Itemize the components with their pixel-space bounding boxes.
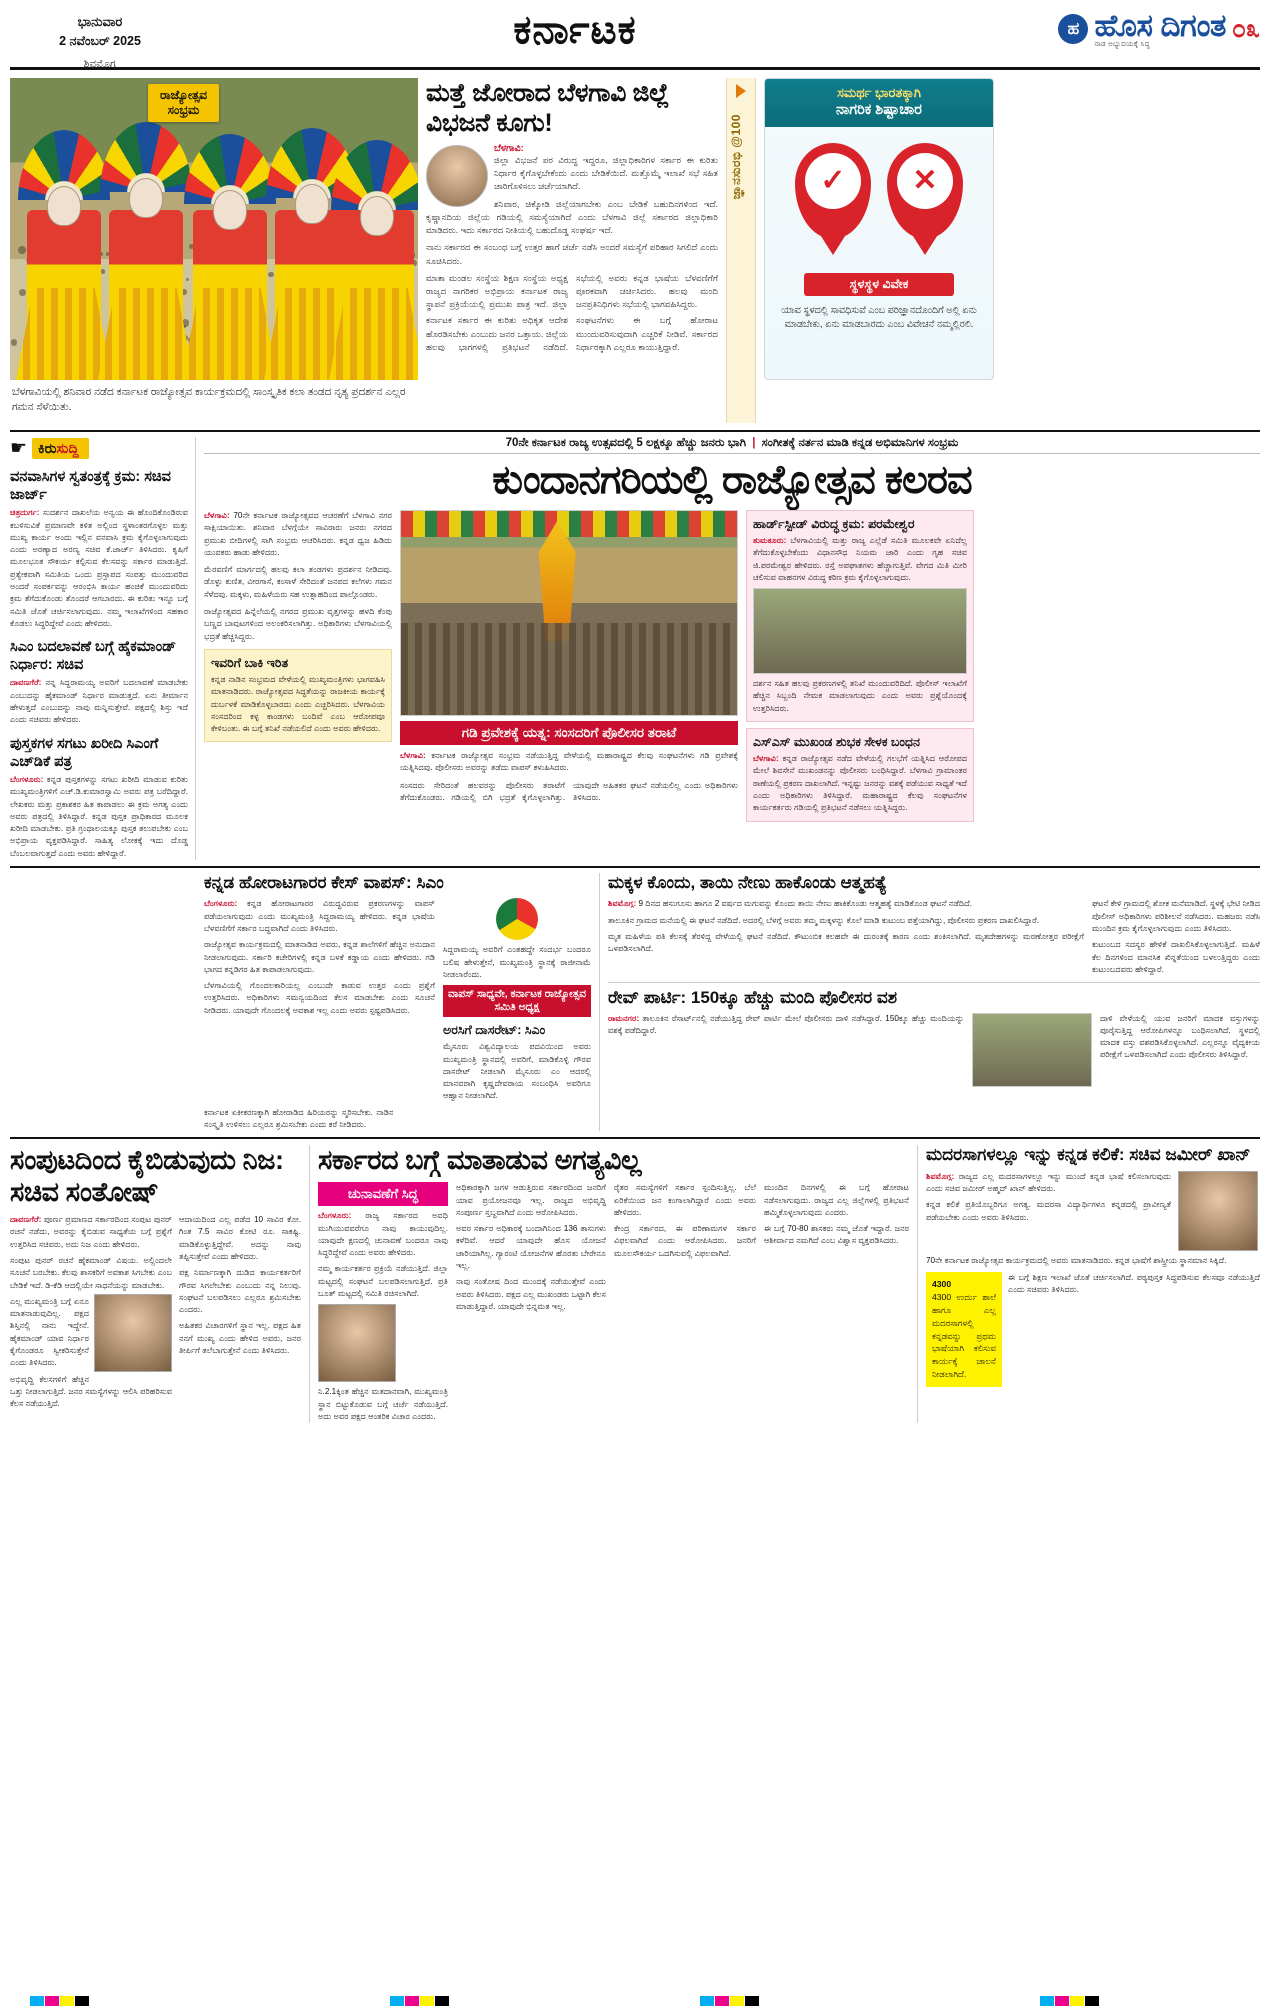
- cm-case-para-3: ಬೆಳಗಾವಿಯಲ್ಲಿ ಗೊಂದಲಕಾರಿಯಲ್ಲ ಎಂಬುದೇ ಕಾಡುವ ಉತ್ತರ ಎಂದು ಪ್ರಶ್ನೆಗೆ ಉತ್ತರಿಸಿದರು. ಅಧಿಕಾರಿಗಳು ಸಮನ್ವಯದಿಂದ ಕೆಲಸ ಮಾಡಬೇಕು ಎಂದು ಸೂಚನೆ ನೀಡಿದರು. ಯಾವುದೇ ಗೊಂದಲಕ್ಕೆ ಅವಕಾಶ ಇಲ್ಲ ಎಂದು ಅವರು ಸ್ಪಷ್ಟಪಡಿಸಿದರು.: [204, 981, 435, 1015]
- suicide-story: [608, 873, 1260, 1131]
- cm-case-quote: ಸಿದ್ದರಾಮಯ್ಯ ಅವರಿಗೆ ಎಂತಹದ್ದೇ ಸಂದರ್ಭ ಬಂದರೂ ಬಲಿಷ ಹೇಳುತ್ತೇನೆ, ಮುಖ್ಯಮಂತ್ರಿ ಸ್ಥಾನಕ್ಕೆ ರಾಜೀನಾಮೆ ನೀಡಲಾರೆಂದು.: [443, 945, 591, 979]
- madrasa-para-1: [926, 1171, 1171, 1196]
- infographic-body-text: ಯಾವ ಸ್ಥಳದಲ್ಲಿ ಸಾವಧಿಸುವೆ ಎಂಬ ಪರಿಜ್ಞಾನದೊಂದಿಗೆ ಅಲ್ಲಿ ಏನು ಮಾಡಬೇಕು, ಏನು ಮಾಡಬಾರದು ಎಂಬ ವಿವೇಚನೆ ನಮ್ಮಲ್ಲಿರಲಿ.: [781, 304, 977, 330]
- suicide-para-3: ಮೃತ ಮಹಿಳೆಯ ಪತಿ ಕೆಲಸಕ್ಕೆ ತೆರಳಿದ್ದ ವೇಳೆಯಲ್ಲಿ ಘಟನೆ ನಡೆದಿದೆ. ಕೌಟುಂಬಿಕ ಕಲಹವೇ ಈ ದುರಂತಕ್ಕೆ ಕಾರಣ ಎಂದು ಶಂಕಿಸಲಾಗಿದೆ. ಮೃತದೇಹಗಳನ್ನು ಮರಣೋತ್ತರ ಪರೀಕ್ಷೆಗೆ ಒಳಪಡಿಸಲಾಗಿದೆ.: [608, 931, 1084, 954]
- madrasa-story: [926, 1145, 1260, 1423]
- rave-party-headline: ರೇವ್ ಪಾರ್ಟಿ: 150ಕ್ಕೂ ಹೆಚ್ಚು ಮಂದಿ ಪೊಲೀಸರ ವಶ: [608, 982, 1260, 1008]
- cm-case-headline: ಕನ್ನಡ ಹೋರಾಟಗಾರರ ಕೇಸ್ ವಾಪಸ್: ಸಿಎಂ: [204, 872, 444, 892]
- government-dateline: ಬೆಂಗಳೂರು:: [318, 1211, 352, 1221]
- sub-story-para-1: [400, 750, 738, 775]
- suicide-para-1: [608, 898, 1084, 910]
- infographic-header: [765, 79, 993, 127]
- close-icon: ✕: [897, 153, 953, 209]
- main-story-block: [204, 437, 1260, 860]
- rave-para-1: [608, 1013, 964, 1038]
- main-story-para-3: ರಾಜ್ಯೋತ್ಸವದ ಹಿನ್ನೆಲೆಯಲ್ಲಿ ನಗರದ ಪ್ರಮುಖ ವೃತ್ತಗಳನ್ನು ಹಳದಿ ಕೆಂಪು ಬಣ್ಣದ ಬಾವುಟಗಳಿಂದ ಅಲಂಕರಿಸಲಾಗಿತ್ತು. ಅಧಿಕಾರಿಗಳು ಬೆಳಗಾವಿಯಲ್ಲಿ ಭದ್ರತೆ ಹೆಚ್ಚಿಸಿದ್ದರು.: [204, 607, 392, 641]
- main-story-columns: [204, 510, 1260, 822]
- brief-item-body: ಕನ್ನಡ ಪುಸ್ತಕಗಳನ್ನು ಸಗಟು ಖರೀದಿ ಮಾಡುವ ಕುರಿತು ಮುಖ್ಯಮಂತ್ರಿಗಳಿಗೆ ಎಚ್.ಡಿ.ಕುಮಾರಸ್ವಾಮಿ ಅವರು ಪತ್ರ ಬರೆದಿದ್ದಾರೆ. ಲೇಖಕರು ಮತ್ತು ಪ್ರಕಾಶಕರ ಹಿತ ಕಾಪಾಡಲು ಈ ಕ್ರಮ ಅಗತ್ಯ ಎಂದು ಅವರು ಪತ್ರದಲ್ಲಿ ತಿಳಿಸಿದ್ದಾರೆ. ಕನ್ನಡ ಪುಸ್ತಕ ಪ್ರಾಧಿಕಾರದ ಮೂಲಕ ಖರೀದಿ ಮಾಡಬೇಕು. ಪ್ರತಿ ಗ್ರಂಥಾಲಯಕ್ಕೂ ಪುಸ್ತಕ ತಲುಪಬೇಕು ಎಂಬ ಅಭಿಪ್ರಾಯ ವ್ಯಕ್ತಪಡಿಸಿದ್ದಾರೆ. ಸಾಹಿತ್ಯ ಲೋಕಕ್ಕೆ ಇದು ದೊಡ್ಡ ಬೆಂಬಲವಾಗುತ್ತದೆ ಎಂದು ಅವರು ಹೇಳಿದ್ದಾರೆ.: [10, 774, 188, 858]
- civic-infographic-block: [764, 78, 994, 423]
- suicide-body-1: 9 ದಿನದ ಹಸುಗೂಸು ಹಾಗೂ 2 ವರ್ಷದ ಮಗುವನ್ನು ಕೊಂದು ತಾಯಿ ನೇಣು ಹಾಕಿಕೊಂಡು ಆತ್ಮಹತ್ಯೆ ಮಾಡಿಕೊಂಡ ಘಟನೆ ನಡೆದಿದೆ.: [638, 899, 973, 909]
- lead-story-para-5: ಕರ್ನಾಟಕ ಸರ್ಕಾರ ಈ ಕುರಿತು ಅಧಿಕೃತ ಆದೇಶ ಹೊರಡಿಸಬೇಕು ಎಂಬುದು ಜನರ ಒತ್ತಾಯ. ಜಿಲ್ಲೆಯ ಹಲವು ಭಾಗಗಳಲ್ಲಿ ಪ್ರತಿಭಟನೆ ನಡೆದಿದೆ. ಸಂಘಟನೆಗಳು ಈ ಬಗ್ಗೆ ಹೋರಾಟ ಮುಂದುವರಿಸುವುದಾಗಿ ಎಚ್ಚರಿಕೆ ನೀಡಿವೆ. ಸರ್ಕಾರದ ನಿರ್ಧಾರಕ್ಕಾಗಿ ಎಲ್ಲರೂ ಕಾಯುತ್ತಿದ್ದಾರೆ.: [426, 315, 718, 352]
- lead-photo: [10, 78, 418, 380]
- cm-case-para-1: [204, 898, 435, 935]
- right-story-1-body: ಬೆಳಗಾವಿಯಲ್ಲಿ ಮತ್ತು ರಾಜ್ಯ ಎಲ್ಲೆಡೆ ಸಮಿತಿ ಮೂಲಕವೇ ಏನಿದೆಲ್ಲ ತೆಗೆದುಕೊಳ್ಳಬೇಕೆಂದು ವಿಧಾನಸೌಧ ನಿಯಮ ಜಾರಿ ಎಂದು ಗೃಹ ಸಚಿವ ಜಿ.ಪರಮೇಶ್ವರ ಹೇಳಿದರು. ರಸ್ತೆ ಅಪಘಾತಗಳು ಹೆಚ್ಚಾಗುತ್ತಿವೆ. ವೇಗದ ಮಿತಿ ಮೀರಿ ಚಲಿಸುವ ವಾಹನಗಳ ವಿರುದ್ಧ ಕಠಿಣ ಕ್ರಮ ಕೈಗೊಳ್ಳಲಾಗುವುದು.: [753, 536, 967, 582]
- right-story-2-title: ಎಸ್‌ಎಸ್ ಮುಖಂಡ ಶುಭಕ ಸೇಳಕ ಬಂಧನ: [753, 735, 920, 750]
- right-story-2-dateline: ಬೆಳಗಾವಿ:: [753, 754, 779, 764]
- brief-item: [10, 735, 188, 860]
- page-number: ೦೩: [1231, 14, 1260, 43]
- brief-item: [10, 638, 188, 726]
- government-para-7: ರೈತರ ಸಮಸ್ಯೆಗಳಿಗೆ ಸರ್ಕಾರ ಸ್ಪಂದಿಸುತ್ತಿಲ್ಲ. ಬೆಲೆ ಏರಿಕೆಯಿಂದ ಜನ ಕಂಗಾಲಾಗಿದ್ದಾರೆ ಎಂದು ಅವರು ಹೇಳಿದರು.: [614, 1183, 756, 1217]
- madrasa-highlight: [926, 1272, 1002, 1387]
- logo-tagline: ನಾಡ ಅಭ್ಯುದಯಕ್ಕೆ ಸಿದ್ಧ: [1094, 41, 1150, 48]
- main-story-body-1: 70ನೇ ಕರ್ನಾಟಕ ರಾಜ್ಯೋತ್ಸವದ ಆಚರಣೆಗೆ ಬೆಳಗಾವಿ ನಗರ ಸಾಕ್ಷಿಯಾಯಿತು. ಶನಿವಾರ ಬೆಳಗ್ಗೆಯೇ ಸಾವಿರಾರು ಜನರು ನಗರದ ಪ್ರಮುಖ ಬೀದಿಗಳಲ್ಲಿ ಸಾಗಿ ಸಂಭ್ರಮ ಆಚರಿಸಿದರು. ಕನ್ನಡ ಧ್ವಜ ಹಿಡಿದು ಯುವಕರು ಹಾಡು ಹೇಳಿದರು.: [204, 511, 393, 557]
- main-story-headline: ಕುಂದಾನಗರಿಯಲ್ಲಿ ರಾಜ್ಯೋತ್ಸವ ಕಲರವ: [492, 458, 972, 502]
- suicide-para-2: ತಾಲೂಕಿನ ಗ್ರಾಮದ ಮನೆಯಲ್ಲಿ ಈ ಘಟನೆ ನಡೆದಿದೆ. ಅದರಲ್ಲಿ ಬೆಳಗ್ಗೆ ಅವರು ತಮ್ಮ ಮಕ್ಕಳನ್ನು ಕೊಲೆ ಮಾಡಿ ಕುಟುಂಬ ಪತ್ತೆಯಾಗಿದ್ದು, ಪೊಲೀಸರು ಪ್ರಕರಣ ದಾಖಲಿಸಿದ್ದಾರೆ.: [608, 915, 1040, 925]
- sub-story-dateline: ಬೆಳಗಾವಿ:: [400, 751, 426, 760]
- dancer-figure: [332, 140, 418, 380]
- lead-story-para-3: ನಾನು ಸರ್ಕಾರದ ಈ ಸಂಬಂಧ ಬಗ್ಗೆ ಉತ್ತರ ಹಾಗೆ ಚರ್ಚೆ ನಡೆಸಿ ಅಂದರೆ ಸಮಸ್ಯೆಗೆ ಪರಿಹಾರ ಸಿಗಲಿದೆ ಎಂದು ಸೂಚಿಸಿದರು.: [426, 242, 718, 266]
- madrasa-para-2: ಕನ್ನಡ ಕಲಿಕೆ ಪ್ರತಿಯೊಬ್ಬರಿಗೂ ಅಗತ್ಯ. ಮದರಸಾ ವಿದ್ಯಾರ್ಥಿಗಳೂ ಕನ್ನಡದಲ್ಲಿ ಪ್ರಾವೀಣ್ಯತೆ ಪಡೆಯಬೇಕು ಎಂದು ಅವರು ತಿಳಿಸಿದರು.: [926, 1200, 1171, 1222]
- election-ready-badge: ಚುನಾವಣೆಗೆ ಸಿದ್ಧ: [318, 1182, 448, 1206]
- madrasa-headline: ಮದರಸಾಗಳಲ್ಲೂ ಇನ್ನು ಕನ್ನಡ ಕಲಿಕೆ: ಸಚಿವ ಜಮೀರ್ ಖಾನ್: [926, 1145, 1251, 1165]
- suicide-para-5: ಕುಟುಂಬದ ಸದಸ್ಯರ ಹೇಳಿಕೆ ದಾಖಲಿಸಿಕೊಳ್ಳಲಾಗುತ್ತಿದೆ. ಮಹಿಳೆ ಕೆಲ ದಿನಗಳಿಂದ ಮಾನಸಿಕ ಖಿನ್ನತೆಯಿಂದ ಬಳಲುತ್ತಿದ್ದರು ಎಂದು ಕುಟುಂಬದವರು ಹೇಳಿದ್ದಾರೆ.: [1092, 940, 1260, 974]
- brief-item-body: ಸುದರ್ಶನ ದಾಖಲೆಯ ಅನ್ವಯ ಈ ಹೊಂದಿಕೊಂಡಿರುವ ಕಬಳಿಸುವಿಕೆ ಪ್ರಮಾಣವೇ ಕಳಿತ ಅಲ್ಲಿಂದ ಸ್ಥಳಾಂತರಗೊಳ್ಳಲ ಮತ್ತು ಮುಖ್ಯ ಕಾರ್ಯ ಅಂದು ಇಲ್ಲಿನ ವನವಾಸಿ ಕ್ರಮ ಕೈಗೊಳ್ಳಲಾಗುವುದು ಎಂದು ಅರಣ್ಯಾದ ಅರಣ್ಯ ಸಚಿವ ಕೆ.ಜಾರ್ಜ್ ತಿಳಿಸಿದರು. ಕೃಷಿಗೆ ಮೂಲಭೂತ ಸೌಕರ್ಯ ಕಲ್ಪಿಸುವ ಕೆಲಸವನ್ನು ಸರ್ಕಾರ ಮಾಡುತ್ತಿದೆ. ಪ್ರತ್ಯೇಕವಾಗಿ ಸಮಿತಿಯ ಒಂದು ಪ್ರಸ್ತಾಪದ ಸಂಪತ್ತು ಮುಂದುವರಿದ ಅಂದರೆ ಸಂಪರ್ಕವನ್ನು ಆರಂಭಿಸಿ ಕಾರ್ಯ ಹಂಚಿಕೆ ಮುಂದುವರಿದು ಕ್ರಮ ತೆಗೆದುಕೊಂಡು ತೊಂದರೆ ಆಗಬಾರದು. ಈ ಕುರಿತು ಇನ್ನೂ ಬಗ್ಗೆ ಸಮಿತಿ ಜೊತೆ ಚರ್ಚಿಸಲಾಗುವುದು. ನಮ್ಮ ಇಲಾಖೆಗಳಿಂದ ಸಹಕಾರ ಕೊಡಲು ಸಿದ್ಧರಿದ್ದೇವೆ ಎಂದು ಹೇಳಿದರು.: [10, 508, 188, 628]
- cabinet-para-6: ಪಕ್ಷ ನಿರ್ಮಾಣಕ್ಕಾಗಿ ದುಡಿದ ಕಾರ್ಯಕರ್ತರಿಗೆ ಗೌರವ ಸಿಗಲೇಬೇಕು ಎಂಬುದು ನನ್ನ ನಿಲುವು. ಸಂಘಟನೆ ಬಲಪಡಿಸಲು ಎಲ್ಲರೂ ಶ್ರಮಿಸಬೇಕು ಎಂದರು.: [179, 1268, 301, 1315]
- highlight-box-title: ಇವರಿಗೆ ಬಾಕಿ ಇರಿತ: [211, 655, 289, 670]
- cabinet-para-5: ಆದಾಯದಿಂದ ಎಲ್ಲ ಪಡೆದ 10 ಸಾವಿರ ಕೋ. ಗಿಂತ 7.5 ಸಾವಿರ ಕೋಟಿ ರೂ. ಸಾಕಷ್ಟಿ. ಮಾಡಿಕೊಳ್ಳುತ್ತಿದ್ದೇವೆ. ಅದನ್ನು ನಾವು ತಪ್ಪಿಸುತ್ತೇವೆ ಎಂದು ಹೇಳಿದರು.: [179, 1215, 301, 1261]
- cm-case-story: [204, 873, 600, 1131]
- lead-story-dateline: ಬೆಳಗಾವಿ:: [494, 143, 524, 154]
- lead-photo-caption: ಬೆಳಗಾವಿಯಲ್ಲಿ ಶನಿವಾರ ನಡೆದ ಕರ್ನಾಟಕ ರಾಜ್ಯೋತ್ಸವ ಕಾರ್ಯಕ್ರಮದಲ್ಲಿ ಸಾಂಸ್ಕೃತಿಕ ಕಲಾ ತಂಡದ ನೃತ್ಯ ಪ್ರದರ್ಶನ ಎಲ್ಲರ ಗಮನ ಸೆಳೆಯಿತು.: [12, 386, 406, 414]
- top-section: [10, 78, 1260, 423]
- suicide-headline: ಮಕ್ಕಳ ಕೊಂದು, ತಾಯಿ ನೇಣು ಹಾಕೊಂಡು ಆತ್ಮಹತ್ಯೆ: [608, 872, 887, 892]
- government-body-1: ರಾಜ್ಯ ಸರ್ಕಾರದ ಅವಧಿ ಮುಗಿಯುವವರೆಗೂ ನಾವು ಕಾಯುವುದಿಲ್ಲ. ಯಾವುದೇ ಕ್ಷಣದಲ್ಲಿ ಚುನಾವಣೆ ಬಂದರೂ ನಾವು ಸಿದ್ಧರಿದ್ದೇವೆ ಎಂದು ಅವರು ಹೇಳಿದರು.: [318, 1211, 448, 1258]
- doctorate-body: ಮೈಸೂರು ವಿಶ್ವವಿದ್ಯಾಲಯ ಪದವಿಯಿಂದ ಅವರು ಮುಖ್ಯಮಂತ್ರಿ ಸ್ಥಾನದಲ್ಲಿ ಅವರಿಗೆ, ಮಾಡಿಕೊಳ್ಳಿ ಗೌರವ ದಾಸರೇಟ್ ನೀಡಲಾಗಿ ಮೈಸೂರು ಎಂ ಆದರಲ್ಲಿ ಮಾನವರಾಗಿ ಕೃಷ್ಣದೇವರಾಯ ಸಂಬಂಧಿಸಿ ಅವರಿಗೂ ಆಹ್ವಾನ ನೀಡಲಾಗಿದೆ.: [443, 1042, 591, 1101]
- registration-color-bar: [390, 1996, 449, 2006]
- brief-news-header: [10, 437, 188, 460]
- lead-story-headline: ಮತ್ತೆ ಜೋರಾದ ಬೆಳಗಾವಿ ಜಿಲ್ಲೆ ವಿಭಜನೆ ಕೂಗು!: [426, 79, 670, 137]
- secondary-news-band: [10, 866, 1260, 1131]
- publication-day: ಭಾನುವಾರ: [77, 14, 123, 29]
- logo-name: ಹೊಸ ದಿಗಂತ: [1094, 8, 1226, 43]
- campaign-vertical-text: ಜ್ಞಾನಸುರಭಿ @100: [729, 114, 743, 200]
- masthead-logo: [960, 8, 1260, 48]
- map-pin-allowed: [795, 143, 871, 239]
- kicker-left: 70ನೇ ಕರ್ನಾಟಕ ರಾಜ್ಯ ಉತ್ಸವದಲ್ಲಿ 5 ಲಕ್ಷಕ್ಕೂ ಹೆಚ್ಚು ಜನರು ಭಾಗಿ: [505, 437, 746, 449]
- page-title: ಕರ್ನಾಟಕ: [513, 8, 637, 52]
- publication-date: 2 ನವೆಂಬರ್ 2025: [59, 33, 141, 48]
- lead-story-para-2: ಶನಿವಾರ, ಚಿಕ್ಕೋಡಿ ಜಿಲ್ಲೆಯಾಗಬೇಕು ಎಂಬ ಬೇಡಿಕೆ ಬಹುದಿನಗಳಿಂದ ಇದೆ. ಕೃಷ್ಣಾನದಿಯ ಜಿಲ್ಲೆಯ ಗಡಿಯಲ್ಲಿ ಸಮಸ್ಯೆಯಾಗಿದೆ ಎಂದು ಬೆಳಗಾವಿ ಜಿಲ್ಲೆ ಸರ್ಕಾರದ ಜಿಲ್ಲಾಧಿಕಾರಿ ಮಾಡಿದರು. ಇದು ಸರ್ಕಾರದ ನೀತಿಯಲ್ಲಿ ಬಹುದೊಡ್ಡ ಸಂಘರ್ಷ ಇದೆ.: [426, 198, 718, 236]
- main-story-para-2: ಮೆರವಣಿಗೆ ಮಾರ್ಗದಲ್ಲಿ ಹಲವು ಕಲಾ ತಂಡಗಳು ಪ್ರದರ್ಶನ ನೀಡಿದವು. ಡೊಳ್ಳು ಕುಣಿತ, ವೀರಗಾಸೆ, ಕಂಸಾಳೆ ಸೇರಿದಂತೆ ಜನಪದ ಕಲೆಗಳು ಗಮನ ಸೆಳೆದವು. ಮಕ್ಕಳು, ಮಹಿಳೆಯರು ಸಹ ಉತ್ಸಾಹದಿಂದ ಪಾಲ್ಗೊಂಡರು.: [204, 565, 392, 599]
- infographic-pins: [765, 143, 993, 239]
- government-para-2: ನಮ್ಮ ಕಾರ್ಯಕರ್ತರ ಪ್ರಕ್ರಿಯೆ ನಡೆಯುತ್ತಿದೆ. ಜಿಲ್ಲಾ ಮಟ್ಟದಲ್ಲಿ ಸಂಘಟನೆ ಬಲಪಡಿಸಲಾಗುತ್ತಿದೆ. ಪ್ರತಿ ಬೂತ್ ಮಟ್ಟದಲ್ಲಿ ಸಮಿತಿ ರಚಿಸಲಾಗಿದೆ.: [318, 1264, 448, 1298]
- bottom-news-band: [10, 1137, 1260, 1423]
- government-para-8: ಕೇಂದ್ರ ಸರ್ಕಾರದ, ಈ ಪರಿಣಾಮಗಳ ಸರ್ಕಾರ ವಿಫಲವಾಗಿದೆ ಎಂದು ಆರೋಪಿಸಿದರು. ಜನರಿಗೆ ಮೂಲಸೌಕರ್ಯ ಒದಗಿಸುವಲ್ಲಿ ವಿಫಲವಾಗಿದೆ.: [614, 1224, 756, 1258]
- government-para-6: ನಾವು ಸಂತೋಷ ದಿಂದ ಮುಂದಕ್ಕೆ ನಡೆಯುತ್ತೇವೆ ಎಂದು ಅವರು ತಿಳಿಸಿದರು. ಪಕ್ಷದ ಎಲ್ಲ ಮುಖಂಡರು ಒಟ್ಟಾಗಿ ಕೆಲಸ ಮಾಡುತ್ತಿದ್ದಾರೆ. ಯಾವುದೇ ಭಿನ್ನಮತ ಇಲ್ಲ.: [456, 1277, 606, 1311]
- cabinet-story: [10, 1145, 310, 1423]
- rave-para-2: ದಾಳಿ ವೇಳೆಯಲ್ಲಿ ಯುವ ಜನರಿಗೆ ಮಾದಕ ವಸ್ತುಗಳನ್ನು ಪೂರೈಸುತ್ತಿದ್ದ ಆರೋಪಿಗಳನ್ನೂ ಬಂಧಿಸಲಾಗಿದೆ. ಸ್ಥಳದಲ್ಲಿ ಮಾದಕ ವಸ್ತು ವಶಪಡಿಸಿಕೊಳ್ಳಲಾಗಿದೆ. ಎಲ್ಲರನ್ನೂ ವೈದ್ಯಕೀಯ ಪರೀಕ್ಷೆಗೆ ಒಳಪಡಿಸಲಾಗಿದೆ ಎಂದು ಪೊಲೀಸರು ತಿಳಿಸಿದ್ದಾರೆ.: [1100, 1013, 1260, 1060]
- brief-tag-part1: ಕಿರು: [38, 440, 57, 456]
- kicker-right: ಸಂಗೀತಕ್ಕೆ ನರ್ತನ ಮಾಡಿ ಕನ್ನಡ ಅಭಿಮಾನಿಗಳ ಸಂಭ್ರಮ: [761, 437, 959, 449]
- cabinet-para-2: ಸಂಪುಟ ಪುನರ್ ರಚನೆ ಹೈಕಮಾಂಡ್ ವಿಷಯ. ಅಲ್ಲಿಂದಲೇ ಸೂಚನೆ ಬರಬೇಕು. ಕೆಲವು ಶಾಸಕರಿಗೆ ಅವಕಾಶ ಸಿಗಬೇಕು ಎಂಬ ಬೇಡಿಕೆ ಇದೆ. ಡಿ-ಕೆಡಿ ಆದಲ್ಲಿಯೇ ಸಾಧನೆಯನ್ನು ಮಾಡಬೇಕು.: [10, 1255, 172, 1290]
- right-story-1-photo: [753, 588, 967, 674]
- madrasa-body-1: ರಾಜ್ಯದ ಎಲ್ಲ ಮದರಸಾಗಳಲ್ಲೂ ಇನ್ನು ಮುಂದೆ ಕನ್ನಡ ಭಾಷೆ ಕಲಿಸಲಾಗುವುದು ಎಂದು ಸಚಿವ ಜಮೀರ್ ಅಹ್ಮದ್ ಖಾನ್ ಹೇಳಿದರು.: [926, 1171, 1171, 1194]
- doctorate-headline: ಅರಸಿಗೆ ದಾಸರೇಟ್: ಸಿಎಂ: [443, 1023, 546, 1038]
- band3-spacer: [10, 873, 196, 1131]
- rave-photo: [972, 1013, 1092, 1087]
- vertical-campaign-strip: [726, 78, 756, 423]
- rave-body-1: ತಾಲೂಕಿನ ರೆಸಾರ್ಟ್‌ನಲ್ಲಿ ನಡೆಯುತ್ತಿದ್ದ ರೇವ್ ಪಾರ್ಟಿ ಮೇಲೆ ಪೊಲೀಸರು ದಾಳಿ ನಡೆಸಿದ್ದಾರೆ. 150ಕ್ಕೂ ಹೆಚ್ಚು ಮಂದಿಯನ್ನು ವಶಕ್ಕೆ ಪಡೆದಿದ್ದಾರೆ.: [608, 1013, 964, 1035]
- right-story-2-para-1: [753, 753, 967, 814]
- main-news-band: [10, 437, 1260, 860]
- madrasa-para-3: 70ನೇ ಕರ್ನಾಟಕ ರಾಜ್ಯೋತ್ಸವ ಕಾರ್ಯಕ್ರಮದಲ್ಲಿ ಅವರು ಮಾತನಾಡಿದರು. ಕನ್ನಡ ಭಾಷೆಗೆ ಶಾಸ್ತ್ರೀಯ ಸ್ಥಾನಮಾನ ಸಿಕ್ಕಿದೆ.: [926, 1255, 1227, 1265]
- lead-story: [426, 78, 718, 423]
- madrasa-para-4: ಈ ಬಗ್ಗೆ ಶಿಕ್ಷಣ ಇಲಾಖೆ ಜೊತೆ ಚರ್ಚಿಸಲಾಗಿದೆ. ಪಠ್ಯಪುಸ್ತಕ ಸಿದ್ಧಪಡಿಸುವ ಕೆಲಸವೂ ನಡೆಯುತ್ತಿದೆ ಎಂದು ಸಚಿವರು ತಿಳಿಸಿದರು.: [1008, 1273, 1260, 1295]
- brief-news-column: [10, 437, 196, 860]
- government-para-9: ಮುಂದಿನ ದಿನಗಳಲ್ಲಿ ಈ ಬಗ್ಗೆ ಹೋರಾಟ ನಡೆಸಲಾಗುವುದು. ರಾಜ್ಯದ ಎಲ್ಲ ಜಿಲ್ಲೆಗಳಲ್ಲಿ ಪ್ರತಿಭಟನೆ ಹಮ್ಮಿಕೊಳ್ಳಲಾಗುವುದು ಎಂದರು.: [764, 1183, 909, 1217]
- brief-item-text: [10, 677, 188, 726]
- lead-story-mugshot: [426, 145, 488, 207]
- ribbon-line-2: ಸಂಭ್ರಮ: [167, 103, 200, 117]
- logo-emblem-icon: ಹ: [1058, 14, 1088, 44]
- right-story-2: [746, 728, 974, 821]
- masthead-left: [10, 8, 190, 73]
- infographic-badge: ಸ್ಥಳಸ್ಥಳ ವಿವೇಕ: [804, 273, 954, 296]
- main-story-para-1: [204, 510, 392, 559]
- ribbon-line-1: ರಾಜ್ಯೋತ್ಸವ: [160, 88, 208, 102]
- right-news-column: [746, 510, 974, 822]
- lead-story-para-4: ಮಾತಾ ಮಂಡಲ ಸಂಸ್ಥೆಯ ಶಿಕ್ಷಣ ಸಂಸ್ಥೆಯ ಅಧ್ಯಕ್ಷ ರಾಜ್ಯದ ನಾಗರಿಕರ ಅಭಿಪ್ರಾಯ ಕರ್ನಾಟಕ ರಾಜ್ಯ ಸ್ಥಾಪನೆ ಪ್ರಕ್ರಿಯೆಯಲ್ಲಿ ಪ್ರಮುಖ ಪಾತ್ರ ಇದೆ. ಜಿಲ್ಲಾ ಸಭೆಯಲ್ಲಿ ಅವರು ಕನ್ನಡ ಭಾಷೆಯ ಬೆಳವಣಿಗೆಗೆ ಪೂರಕವಾಗಿ ಚರ್ಚಿಸಿದರು. ಹಲವು ಮಂದಿ ಜನಪ್ರತಿನಿಧಿಗಳು ಸಭೆಯಲ್ಲಿ ಭಾಗವಹಿಸಿದ್ದರು.: [426, 272, 718, 310]
- madrasa-highlight-number: 4300: [932, 1279, 952, 1290]
- cm-case-para-2: ರಾಜ್ಯೋತ್ಸವ ಕಾರ್ಯಕ್ರಮದಲ್ಲಿ ಮಾತನಾಡಿದ ಅವರು, ಕನ್ನಡ ಶಾಲೆಗಳಿಗೆ ಹೆಚ್ಚಿನ ಅನುದಾನ ನೀಡಲಾಗುವುದು. ಸರ್ಕಾರಿ ಕಚೇರಿಗಳಲ್ಲಿ ಕನ್ನಡ ಬಳಕೆ ಕಡ್ಡಾಯ ಎಂದು ಹೇಳಿದರು. ಗಡಿ ಭಾಗದ ಕನ್ನಡಿಗರ ಹಿತ ಕಾಪಾಡಲಾಗುವುದು.: [204, 940, 435, 974]
- cabinet-minister-photo: [94, 1294, 172, 1372]
- right-story-2-body: ಕನ್ನಡ ರಾಜ್ಯೋತ್ಸವ ನಡೆದ ವೇಳೆಯಲ್ಲಿ ಗಲಭೆಗೆ ಯತ್ನಿಸಿದ ಆರೋಪದ ಮೇಲೆ ಶಿವಸೇನೆ ಮುಖಂಡನನ್ನು ಪೊಲೀಸರು ಬಂಧಿಸಿದ್ದಾರೆ. ಬೆಳಗಾವಿ ಗ್ರಾಮಾಂತರ ಠಾಣೆಯಲ್ಲಿ ಪ್ರಕರಣ ದಾಖಲಾಗಿದೆ. ಇನ್ನಷ್ಟು ಜನರನ್ನು ವಶಕ್ಕೆ ಪಡೆಯುವ ಸಾಧ್ಯತೆ ಇದೆ ಎಂದು ಅಧಿಕಾರಿಗಳು ತಿಳಿಸಿದ್ದಾರೆ. ಮಹಾರಾಷ್ಟ್ರದ ಕೆಲವು ಸಂಘಟನೆಗಳ ಕಾರ್ಯಕರ್ತರು ಗಡಿಯಲ್ಲಿ ಪ್ರತಿಭಟನೆ ನಡೆಸಲು ಯತ್ನಿಸಿದ್ದರು.: [753, 754, 967, 813]
- main-story-text-column: [204, 510, 392, 822]
- right-story-1-title: ಹಾರ್ಡ್‌ಸ್ಪೀಡ್ ವಿರುದ್ಧ ಕ್ರಮ: ಪರಮೇಶ್ವರ: [753, 517, 915, 531]
- map-pin-forbidden: [887, 143, 963, 239]
- infographic-title-1: ಸಮರ್ಥ ಭಾರತಕ್ಕಾಗಿ: [836, 85, 922, 100]
- dancer-figure: [96, 122, 196, 380]
- brief-item-title: ವನವಾಸಿಗಳ ಸ್ವತಂತ್ರಕ್ಕೆ ಕ್ರಮ: ಸಚಿವ ಜಾರ್ಜ್: [10, 469, 171, 504]
- rajyotsava-emblem-icon: [496, 898, 538, 940]
- suicide-para-4: ಘಟನೆ ಕೇಳಿ ಗ್ರಾಮದಲ್ಲಿ ಶೋಕ ಮನೆಮಾಡಿದೆ. ಸ್ಥಳಕ್ಕೆ ಭೇಟಿ ನೀಡಿದ ಪೊಲೀಸ್ ಅಧಿಕಾರಿಗಳು ಪರಿಶೀಲನೆ ನಡೆಸಿದರು. ಮಹಜರು ನಡೆಸಿ ಮುಂದಿನ ಕ್ರಮ ಕೈಗೊಳ್ಳಲಾಗುವುದು ಎಂದು ತಿಳಿಸಿದರು.: [1092, 899, 1260, 933]
- brief-item-text: [10, 774, 188, 860]
- madrasa-dateline: ಶಿವಮೊಗ್ಗ:: [926, 1171, 955, 1181]
- government-story: [318, 1145, 918, 1423]
- cm-case-dateline: ಬೆಂಗಳೂರು:: [204, 899, 238, 909]
- kicker-separator: |: [752, 437, 756, 449]
- lead-photo-block: [10, 78, 418, 423]
- brief-news-tag: [32, 438, 89, 459]
- lead-story-para-1: ಜಿಲ್ಲಾ ವಿಭಜನೆ ಪರ ವಿರುದ್ಧ ಇದ್ದರೂ, ಜಿಲ್ಲಾಧಿಕಾರಿಗಳ ಸರ್ಕಾರ ಈ ಕುರಿತು ನಿರ್ಧಾರ ಕೈಗೊಳ್ಳಬೇಕೆಂದು ಎಂದು ಬೇಡಿಕೆಯಿದೆ. ಮತ್ತೊಮ್ಮೆ ಇಲಾಖೆ ಸಭೆ ಸಹಿತ ಜಾರಿಗೊಳಿಸಲು ಚರ್ಚೆಯಾಗಿದೆ.: [494, 155, 718, 192]
- logo-wordmark: [1094, 10, 1226, 48]
- madrasa-highlight-text: 4300 ಉರ್ದು ಶಾಲೆ ಹಾಗೂ ಎಲ್ಲ ಮದರಸಾಗಳಲ್ಲಿ ಕನ್ನಡವನ್ನು ಪ್ರಥಮ ಭಾಷೆಯಾಗಿ ಕಲಿಸುವ ಕಾರ್ಯಕ್ಕೆ ಚಾಲನೆ ನೀಡಲಾಗಿದೆ.: [932, 1291, 996, 1380]
- brief-item-dateline: ಬೆಂಗಳೂರು:: [10, 774, 44, 784]
- highlight-box-text: ಕನ್ನಡ ನಾಡಿನ ಸಂಭ್ರಮದ ವೇಳೆಯಲ್ಲಿ ಮುಖ್ಯಮಂತ್ರಿಗಳು ಭಾಗವಹಿಸಿ ಮಾತನಾಡಿದರು. ರಾಜ್ಯೋತ್ಸವದ ಸಿದ್ಧತೆಯನ್ನು ರಾಜಕೀಯ ಕಾರ್ಯಕ್ಕೆ ದುರ್ಬಳಕೆ ಮಾಡಿಕೊಳ್ಳಬಾರದು ಎಂದು ಎಚ್ಚರಿಸಿದರು. ಬೆಳಗಾವಿಯ ಸಂಸದರಿಂದ ಕಳ್ಳ ಕಾಂಡಗಳು ಬಂದಿವೆ ಎಂಬ ಆರೋಪವೂ ಕೇಳಿಬಂತು. ಈ ಬಗ್ಗೆ ತನಿಖೆ ನಡೆಯಲಿದೆ ಎಂದು ಅವರು ಹೇಳಿದರು.: [211, 674, 385, 734]
- hdk-photo: [318, 1304, 396, 1382]
- cm-case-stamp: ವಾಪಸ್ ಸಾಧ್ಯವೇ, ಕರ್ನಾಟಕ ರಾಜ್ಯೋತ್ಸವ ಸಮಿತಿ ಅಧ್ಯಕ್ಷ: [443, 985, 591, 1017]
- brief-item-title: ಸಿಎಂ ಬದಲಾವಣೆ ಬಗ್ಗೆ ಹೈಕಮಾಂಡ್ ನಿರ್ಧಾರ: ಸಚಿವ: [10, 639, 177, 674]
- government-para-4: ಅಧಿಕಾರಕ್ಕಾಗಿ ಜಗಳ ಆಡುತ್ತಿರುವ ಸರ್ಕಾರದಿಂದ ಜನರಿಗೆ ಯಾವ ಪ್ರಯೋಜನವೂ ಇಲ್ಲ. ರಾಜ್ಯದ ಅಭಿವೃದ್ಧಿ ಸಂಪೂರ್ಣ ಸ್ತಬ್ಧವಾಗಿದೆ ಎಂದು ಆರೋಪಿಸಿದರು.: [456, 1183, 606, 1217]
- zameer-khan-photo: [1178, 1171, 1258, 1251]
- main-story-photo-column: [400, 510, 738, 822]
- photo-flag-banner: [401, 511, 737, 537]
- registration-color-bar: [700, 1996, 759, 2006]
- government-para-5: ಅವರ ಸರ್ಕಾರ ಅಧಿಕಾರಕ್ಕೆ ಬಂದಾಗಿನಿಂದ 136 ತಾಸುಗಳು ಕಳೆದಿವೆ. ಆದರೆ ಯಾವುದೇ ಹೊಸ ಯೋಜನೆ ಜಾರಿಯಾಗಿಲ್ಲ. ಗ್ಯಾರಂಟಿ ಯೋಜನೆಗಳ ಹೊರತು ಬೇರೇನೂ ಇಲ್ಲ.: [456, 1224, 606, 1270]
- infographic-title-2: ನಾಗರಿಕ ಶಿಷ್ಟಾಚಾರ: [836, 101, 922, 118]
- dancer-figure: [180, 134, 280, 380]
- government-para-1: [318, 1210, 448, 1259]
- government-para-10: ಈ ಬಗ್ಗೆ 70-80 ಶಾಸಕರು ನಮ್ಮ ಜೊತೆ ಇದ್ದಾರೆ. ಜನರ ಆಶೀರ್ವಾದ ನಮಗಿದೆ ಎಂಬ ವಿಶ್ವಾಸ ವ್ಯಕ್ತಪಡಿಸಿದರು.: [764, 1224, 909, 1246]
- cabinet-body-1: ಪೂರ್ಣ ಪ್ರಮಾಣದ ಸರ್ಕಾರದಿಂದ ಸಂಪುಟ ಪುನರ್ ರಚನೆ ನಡೆದು, ಅವರನ್ನು ಕೈಬಿಡುವ ಸಾಧ್ಯತೆಯ ಬಗ್ಗೆ ಪ್ರಶ್ನೆಗೆ ಉತ್ತರಿಸಿದ ಸಚಿವರು, ಅದು ನಿಜ ಎಂದು ಹೇಳಿದರು.: [10, 1215, 172, 1249]
- cabinet-para-3: ಎಲ್ಲ ಮುಖ್ಯಮಂತ್ರಿ ಬಗ್ಗೆ ಏನೂ ಮಾತನಾಡುವುದಿಲ್ಲ. ಪಕ್ಷದ ಶಿಸ್ತಿನಲ್ಲಿ ನಾನು ಇದ್ದೇನೆ. ಹೈಕಮಾಂಡ್ ಯಾವ ನಿರ್ಧಾರ ಕೈಗೊಂಡರೂ ಸ್ವೀಕರಿಸುತ್ತೇನೆ ಎಂದು ತಿಳಿಸಿದರು.: [10, 1296, 89, 1368]
- right-story-1-para-2: ದರ್ಶನ ಸಹಿತ ಹಲವು ಪ್ರಕರಣಗಳಲ್ಲಿ ತನಿಖೆ ಮುಂದುವರಿದಿದೆ. ಪೊಲೀಸ್ ಇಲಾಖೆಗೆ ಹೆಚ್ಚಿನ ಸಿಬ್ಬಂದಿ ನೇಮಕ ಮಾಡಲಾಗುವುದು ಎಂದು ಅವರು ಪ್ರಶ್ನೆಯೊಂದಕ್ಕೆ ಉತ್ತರಿಸಿದರು.: [753, 679, 967, 713]
- government-headline: ಸರ್ಕಾರದ ಬಗ್ಗೆ ಮಾತಾಡುವ ಅಗತ್ಯವಿಲ್ಲ: [318, 1145, 642, 1176]
- highlight-box: [204, 649, 392, 742]
- cabinet-headline: ಸಂಪುಟದಿಂದ ಕೈಬಿಡುವುದು ನಿಜ: ಸಚಿವ ಸಂತೋಷ್: [10, 1145, 284, 1208]
- rave-dateline: ರಾಮನಗರ:: [608, 1013, 640, 1023]
- cabinet-para-7: ಅಹಿತಕರ ವಿಚಾರಗಳಿಗೆ ಸ್ಥಾನ ಇಲ್ಲ. ಪಕ್ಷದ ಹಿತ ನನಗೆ ಮುಖ್ಯ ಎಂದು ಹೇಳಿದ ಅವರು, ಜನರ ತೀರ್ಪಿಗೆ ತಲೆಬಾಗುತ್ತೇನೆ ಎಂದು ತಿಳಿಸಿದರು.: [179, 1321, 301, 1356]
- dancer-figure: [14, 130, 114, 380]
- registration-color-bar: [30, 1996, 89, 2006]
- cm-case-para-4: ಕರ್ನಾಟಕ ಏಕೀಕರಣಕ್ಕಾಗಿ ಹೋರಾಡಿದ ಹಿರಿಯರನ್ನು ಸ್ಮರಿಸಬೇಕು. ನಾಡಿನ ಸಂಸ್ಕೃತಿ ಉಳಿಸಲು ಎಲ್ಲರೂ ಶ್ರಮಿಸಬೇಕು ಎಂದು ಕರೆ ನೀಡಿದರು.: [204, 1107, 394, 1130]
- brief-item-title: ಪುಸ್ತಕಗಳ ಸಗಟು ಖರೀದಿ ಸಿಎಂಗೆ ಎಚ್‌ಡಿಕೆ ಪತ್ರ: [10, 735, 159, 770]
- masthead: [10, 8, 1260, 70]
- right-story-1-para-1: [753, 535, 967, 584]
- brief-item-dateline: ಚಿತ್ರದುರ್ಗ:: [10, 508, 40, 518]
- cm-case-body-1: ಕನ್ನಡ ಹೋರಾಟಗಾರರ ವಿರುದ್ಧವಿರುವ ಪ್ರಕರಣಗಳನ್ನು ವಾಪಸ್ ಪಡೆಯಲಾಗುವುದು ಎಂದು ಮುಖ್ಯಮಂತ್ರಿ ಸಿದ್ದರಾಮಯ್ಯ ಹೇಳಿದರು. ಕನ್ನಡ ಭಾಷೆಯ ಬೆಳವಣಿಗೆಗೆ ಸರ್ಕಾರ ಬದ್ಧವಾಗಿದೆ ಎಂದು ತಿಳಿಸಿದರು.: [204, 899, 436, 933]
- main-story-dateline: ಬೆಳಗಾವಿ:: [204, 511, 230, 520]
- check-icon: ✓: [805, 153, 861, 209]
- brief-item-body: ನನ್ನ ಸಿದ್ದರಾಮಯ್ಯ ಅವರಿಗೆ ಬದಲಾವಣೆ ಮಾಡಬೇಕು ಎಂಬುದನ್ನು ಹೈಕಮಾಂಡ್ ನಿರ್ಧಾರ ಮಾಡುತ್ತದೆ. ಏನು ತೀರ್ಮಾನ ಹೇಳುತ್ತದೆ ಎಂಬುದನ್ನು ನಾವು ಮನ್ನಿಸುತ್ತೇವೆ. ಪಕ್ಷದಲ್ಲಿ ಶಿಸ್ತು ಇದೆ ಎಂದು ಸಚಿವರು ಹೇಳಿದರು.: [10, 678, 188, 725]
- main-story-kicker: [204, 437, 1260, 454]
- cabinet-para-4: ಅಭಿವೃದ್ಧಿ ಕೆಲಸಗಳಿಗೆ ಹೆಚ್ಚಿನ ಒತ್ತು ನೀಡಲಾಗುತ್ತಿದೆ. ಜನರ ಸಮಸ್ಯೆಗಳನ್ನು ಆಲಿಸಿ ಪರಿಹರಿಸುವ ಕೆಲಸ ನಡೆಯುತ್ತಿದೆ.: [10, 1374, 172, 1409]
- right-story-1-dateline: ತುಮಕೂರು:: [753, 536, 787, 545]
- procession-photo: [400, 510, 738, 716]
- sub-story-body-1: ಕರ್ನಾಟಕ ರಾಜ್ಯೋತ್ಸವ ಸಂಭ್ರಮ ನಡೆಯುತ್ತಿದ್ದ ವೇಳೆಯಲ್ಲಿ ಮಹಾರಾಷ್ಟ್ರದ ಕೆಲವು ಸಂಘಟನೆಗಳು ಗಡಿ ಪ್ರವೇಶಕ್ಕೆ ಯತ್ನಿಸಿದವು. ಪೊಲೀಸರು ಅವರನ್ನು ತಡೆದು ವಾಪಸ್ ಕಳುಹಿಸಿದರು.: [400, 751, 738, 773]
- brief-tag-part2: ಸುದ್ದಿ: [56, 440, 79, 456]
- civic-infographic: [764, 78, 994, 380]
- brief-item-text: [10, 507, 188, 630]
- sub-story-para-2: ಸಂಸದರು ಸೇರಿದಂತೆ ಹಲವರನ್ನು ಪೊಲೀಸರು ತರಾಟೆಗೆ ತೆಗೆದುಕೊಂಡರು. ಗಡಿಯಲ್ಲಿ ಬಿಗಿ ಭದ್ರತೆ ಕೈಗೊಳ್ಳಲಾಗಿತ್ತು. ಯಾವುದೇ ಅಹಿತಕರ ಘಟನೆ ನಡೆಯಲಿಲ್ಲ ಎಂದು ಅಧಿಕಾರಿಗಳು ತಿಳಿಸಿದರು.: [400, 780, 738, 802]
- right-story-1: [746, 510, 974, 722]
- edition-city: ಶಿವಮೊಗ್ಗ: [83, 58, 117, 71]
- section-divider: [10, 430, 1260, 432]
- cabinet-dateline: ದಾವಣಗೆರೆ:: [10, 1215, 42, 1225]
- photo-ribbon-label: [148, 84, 219, 122]
- government-para-3: ನಿ.2.1ಕ್ಕಿಂತ ಹೆಚ್ಚಿನ ಮತದಾನವಾಗಿ, ಮುಖ್ಯಮಂತ್ರಿ ಸ್ಥಾನ ಬಿಟ್ಟುಕೊಡುವ ಬಗ್ಗೆ ಚರ್ಚೆ ನಡೆಯುತ್ತಿದೆ. ಅದು ಅವರ ಪಕ್ಷದ ಆಂತರಿಕ ವಿಚಾರ ಎಂದರು.: [318, 1387, 448, 1421]
- brief-item-dateline: ದಾವಣಗೆರೆ:: [10, 678, 42, 688]
- flag-icon: [736, 84, 746, 98]
- sub-story-headline: ಗಡಿ ಪ್ರವೇಶಕ್ಕೆ ಯತ್ನ: ಸಂಸದರಿಗೆ ಪೊಲೀಸರ ತರಾಟೆ: [400, 721, 738, 745]
- masthead-center: [190, 8, 960, 52]
- pointing-hand-icon: ☛: [10, 438, 28, 459]
- brief-item: [10, 468, 188, 630]
- cabinet-para-1: [10, 1214, 172, 1251]
- suicide-dateline: ಶಿವಮೊಗ್ಗ:: [608, 899, 637, 909]
- registration-color-bar: [1040, 1996, 1099, 2006]
